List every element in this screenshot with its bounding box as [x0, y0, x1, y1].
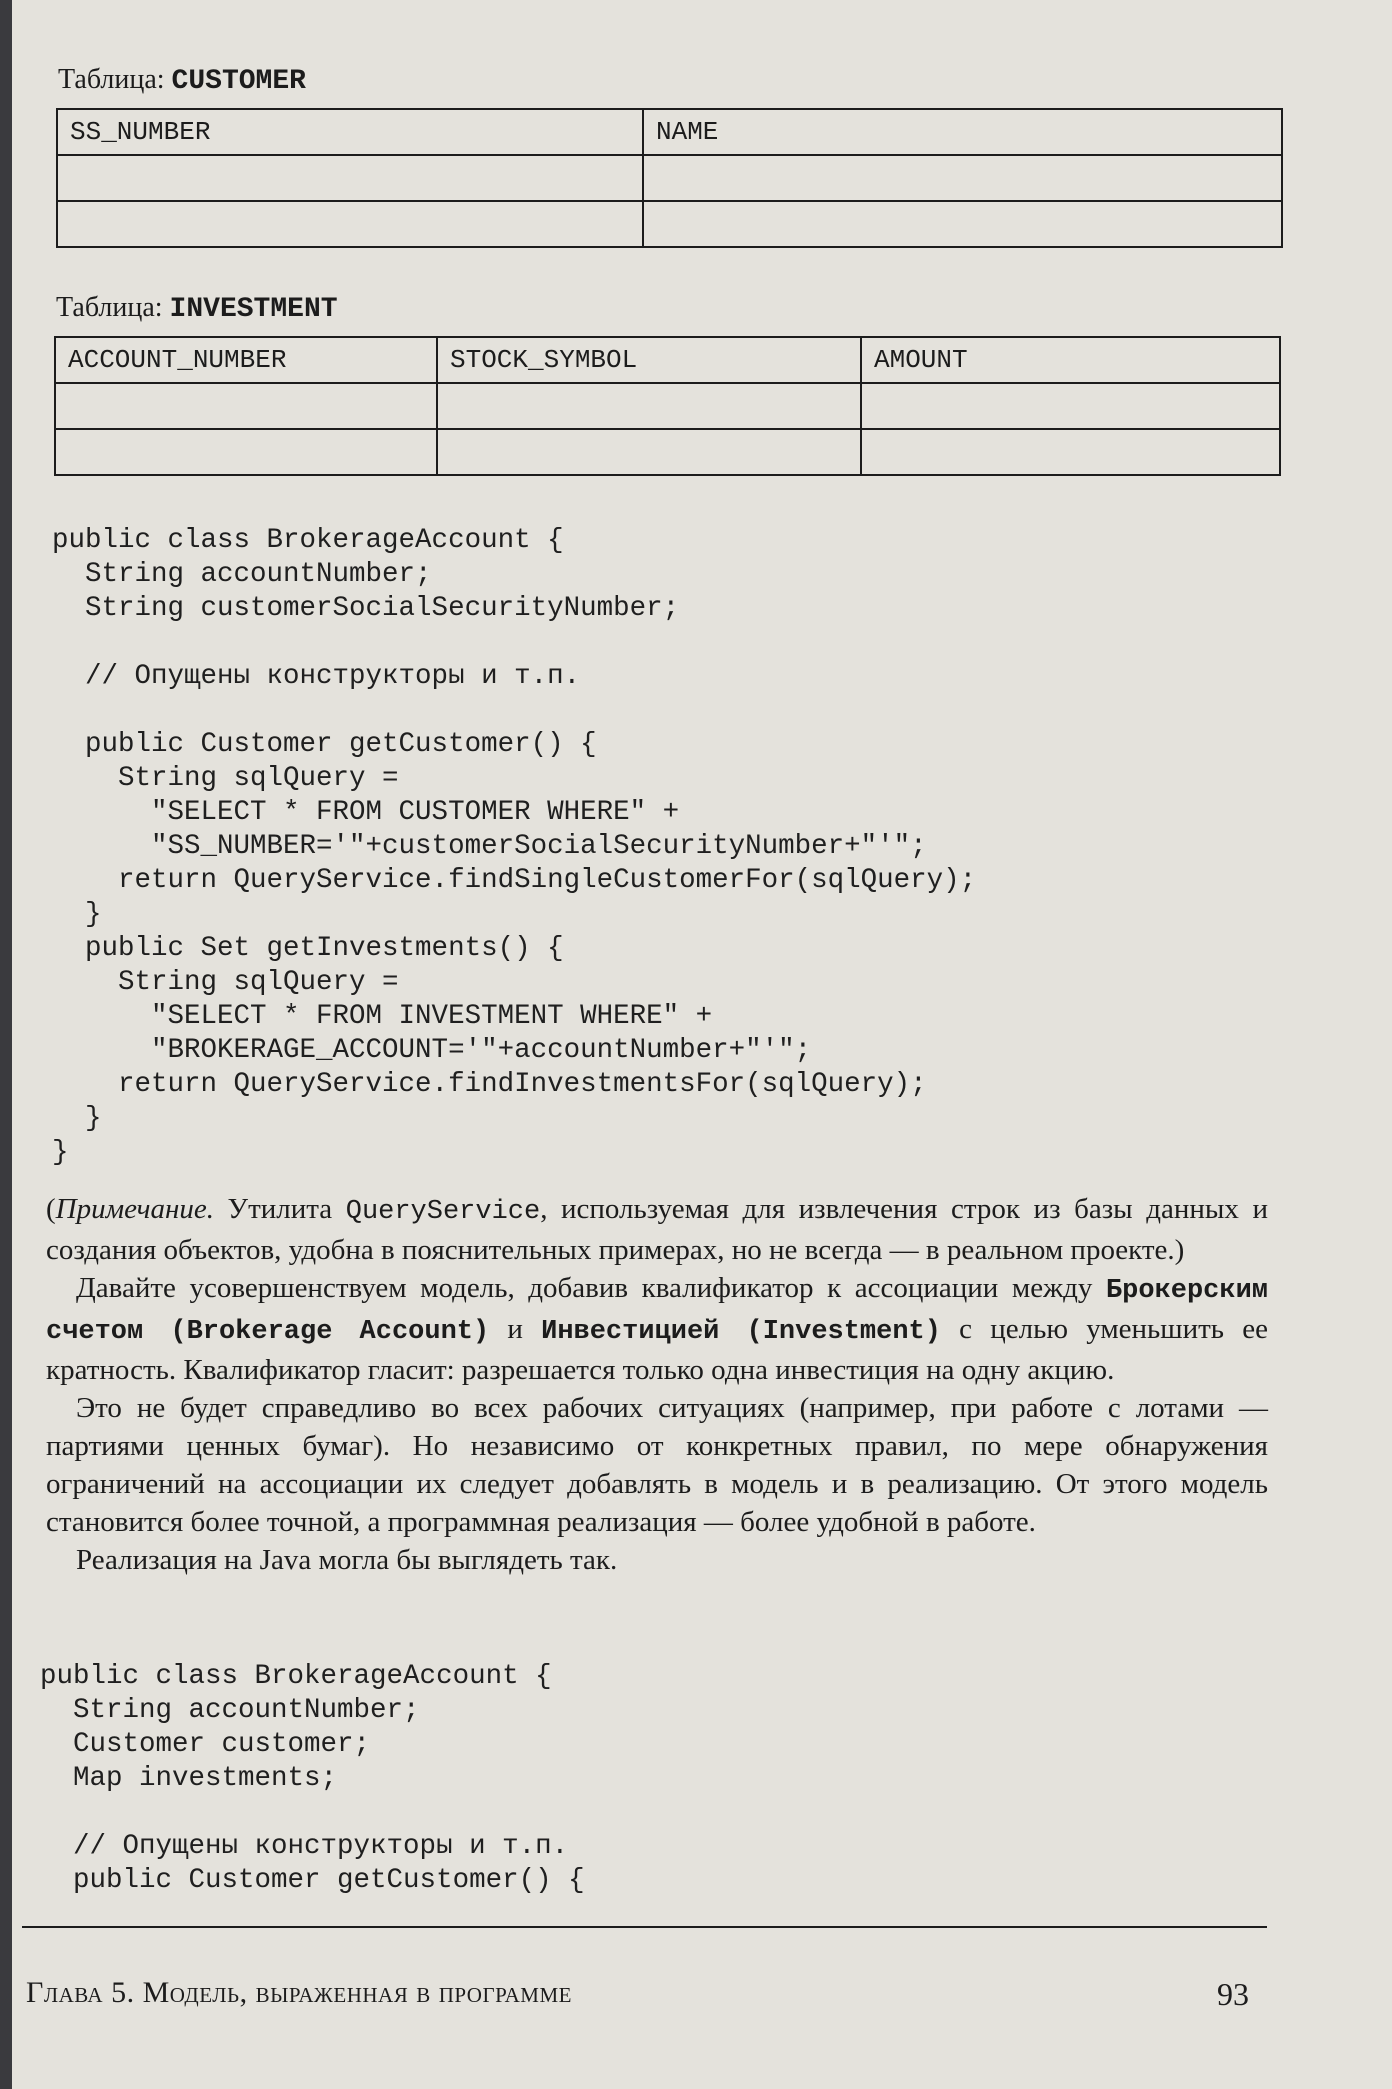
table-cell: [643, 155, 1282, 201]
footer-rule: [22, 1926, 1267, 1928]
note-text: , используемая для извлечения строк из базы данных и создания объектов, удобна в пояснительных примерах, но не всегда — в реальном проекте.): [46, 1193, 1268, 1266]
column-header-stock-symbol: STOCK_SYMBOL: [437, 337, 861, 383]
paragraph-text: и: [489, 1313, 542, 1345]
column-header-amount: AMOUNT: [861, 337, 1280, 383]
code-listing-2: public class BrokerageAccount { String accountNumber; Customer customer; Map investments; // Опущены конструкторы и т.п. public Customer getCustomer() {: [40, 1661, 585, 1896]
caption-prefix: Таблица:: [58, 64, 172, 95]
investment-table-caption: [56, 292, 338, 325]
paragraph-text: с целью уменьшить ее кратность. Квалификатор гласит: разрешается только одна инвестиция на одну акцию.: [46, 1313, 1268, 1386]
column-header-name: NAME: [643, 109, 1282, 155]
column-header-account-number: ACCOUNT_NUMBER: [55, 337, 437, 383]
customer-table-caption: [58, 64, 306, 97]
body-text: [46, 1190, 1268, 1579]
caption-table-name: INVESTMENT: [169, 294, 338, 325]
table-cell: [643, 201, 1282, 247]
paragraph: Это не будет справедливо во всех рабочих ситуациях (например, при работе с лотами — партиями ценных бумаг). Но независимо от конкретных правил, по мере обнаружения ограничений на ассоциации их следует добавлять в модель и в реализацию. От этого модель становится более точной, а программная реализация — более удобной в работе.: [46, 1392, 1268, 1538]
table-cell: [57, 155, 643, 201]
paragraph: Реализация на Java могла бы выглядеть так.: [76, 1544, 618, 1576]
customer-table: [56, 108, 1283, 248]
running-footer-chapter: Глава 5. Модель, выраженная в программе: [26, 1976, 572, 2009]
page-number: 93: [1217, 1976, 1249, 2012]
term-brokerage-account: Брокерским счетом (Brokerage Account): [46, 1276, 1268, 1347]
note-text: Утилита: [213, 1193, 346, 1225]
book-page: [12, 0, 1392, 2089]
table-cell: [437, 383, 861, 429]
note-label: Примечание.: [55, 1193, 214, 1225]
investment-table: [54, 336, 1281, 476]
column-header-ss-number: SS_NUMBER: [57, 109, 643, 155]
paragraph: [46, 1269, 1268, 1389]
caption-table-name: CUSTOMER: [171, 66, 306, 97]
table-cell: [861, 383, 1280, 429]
table-cell: [861, 429, 1280, 475]
note-paragraph: (Примечание. Утилита QueryService, используемая для извлечения строк из базы данных и создания объектов, удобна в пояснительных примерах, но не всегда — в реальном проекте.): [46, 1193, 1268, 1266]
table-cell: [437, 429, 861, 475]
table-cell: [55, 383, 437, 429]
table-cell: [57, 201, 643, 247]
paragraph-text: Давайте усовершенствуем модель, добавив квалификатор к ассоциации между: [76, 1272, 1106, 1304]
caption-prefix: Таблица:: [56, 292, 170, 323]
note-code: QueryService: [345, 1197, 541, 1227]
table-cell: [55, 429, 437, 475]
term-investment: Инвестицией (Investment): [541, 1317, 941, 1347]
code-listing-1: public class BrokerageAccount { String accountNumber; String customerSocialSecurityNumber; // Опущены конструкторы и т.п. public Customer getCustomer() { String sqlQuery = "SELECT * FROM CUSTOMER WHERE" + "SS_NUMBER='"+customerSocialSecurityNumber+"'"; return QueryService.findSingleCustomerFor(sqlQuery); } public Set getInvestments() { String sqlQuery = "SELECT * FROM INVESTMENT WHERE" + "BROKERAGE_ACCOUNT='"+accountNumber+"'"; return QueryService.findInvestmentsFor(sqlQuery); } }: [52, 525, 977, 1168]
